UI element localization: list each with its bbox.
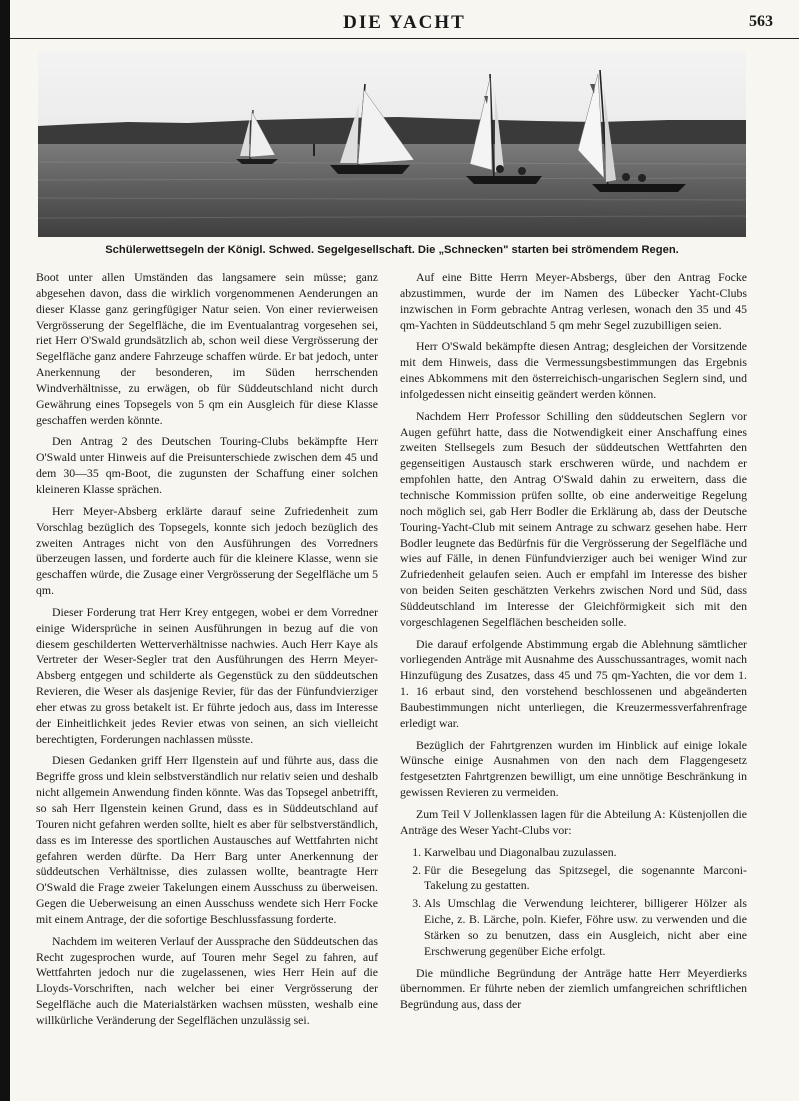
proposal-list bbox=[400, 845, 747, 960]
left-text-column bbox=[36, 270, 378, 1035]
running-title: DIE YACHT bbox=[343, 12, 466, 33]
paragraph: Herr Meyer-Absberg erklärte darauf seine Zufriedenheit zum Vorschlag bezüglich des Topsegels, konnte sich jedoch bezüglich des zweiten Antrages nicht von den Ausführungen des Vorredners überzeugen lassen, und forderte auch für die kleinere Klasse, wenn sie geschaffen würde, die Zusage einer Vergrösserung der Segelfläche um 5 qm. bbox=[36, 503, 378, 598]
list-item: 3. Als Umschlag die Verwendung leichterer, billigerer Hölzer als Eiche, z. B. Lärche, poln. Kiefer, Föhre usw. zu verwenden und die Stärken so zu benutzen, dass ein Ausgleich, nicht aber eine Erschwerung gegenüber Eiche erfolgt. bbox=[424, 896, 747, 959]
list-item: 1. Karwelbau und Diagonalbau zuzulassen. bbox=[424, 845, 747, 861]
paragraph: Nachdem Herr Professor Schilling den süddeutschen Seglern vor Augen geführt hatte, dass die Notwendigkeit einer Anschaffung eines zweiten Stellsegels zum Besuch der süddeutschen Wettfahrten den gegenseitigen Austausch stark erschweren würde, und nachdem er empfohlen hatte, den Antrag O'Swald dahin zu erweitern, dass die technische Kommission prüfen sollte, ob eine anderweitige Regelung noch möglich sei, gab Herr Bodler die Erklärung ab, dass der Deutsche Touring-Yacht-Club mit seinem Antrage zu schwarz gesehen habe. Herr Bodler leugnete das Bedürfnis für die Vergrösserung der Segelfläche und wies auf Fälle, in denen Fünfundvierziger auch bei weniger Wind zur Zufriedenheit gelaufen seien. Auch er empfahl im Interesse des bisher von beiden Seiten geschätzten Verkehrs zwischen Nord und Süd, dass Süddeutschland im Interesse der Gleichförmigkeit sich mit den vorgeschlagenen Segelflächen bescheiden solle. bbox=[400, 408, 747, 629]
journal-page bbox=[10, 0, 799, 1101]
paragraph: Bezüglich der Fahrtgrenzen wurden im Hinblick auf einige lokale Wünsche einige Ausnahmen von den nach dem Flaggengesetz festgesetzten Fahrtgrenzen bewilligt, um eine unnötige Beschränkung in gewissen Revieren zu vermeiden. bbox=[400, 737, 747, 800]
paragraph: Diesen Gedanken griff Herr Ilgenstein auf und führte aus, dass die Begriffe gross und klein selbstverständlich nur relativ seien und deshalb nicht allgemein Anwendung finden könnte. Was das Topsegel anbetrifft, so sah Herr Ilgenstein keinen Grund, dass es in Süddeutschland auf Touren nicht gefahren werden sollte, hielt es aber für selbstverständlich, dass es im Interesse des sportlichen Austausches auf Wettfahrten nicht gefahren werden dürfte. Da Herr Barg unter Anerkennung der süddeutschen Verhältnisse, dies zulassen wollte, beantragte Herr O'Swald die Frage zweier Takelungen einem Ausschuss zu überweisen. Gegen die Ueberweisung an einen Ausschuss wendete sich Herr Focke mit einem Antrage, der die sofortige Beschlussfassung forderte. bbox=[36, 753, 378, 926]
paragraph: Auf eine Bitte Herrn Meyer-Absbergs, über den Antrag Focke abzustimmen, wurde der im Namen des Lübecker Yacht-Clubs inzwischen in Form gebrachte Antrag verlesen, wonach den 35 und 45 qm-Yachten in Süddeutschland 5 qm mehr Segel zuzubilligen seien. bbox=[400, 270, 747, 332]
sailboats-on-lake-image bbox=[38, 52, 746, 237]
paragraph: Den Antrag 2 des Deutschen Touring-Clubs bekämpfte Herr O'Swald unter Hinweis auf die Preisunterschiede zwischen dem 45 und dem 30—35 qm-Boot, die zugunsten der Schaffung einer solchen kleineren Klasse sprächen. bbox=[36, 434, 378, 496]
paragraph: Herr O'Swald bekämpfte diesen Antrag; desgleichen der Vorsitzende mit dem Hinweis, dass die Vermessungsbestimmungen das Ergebnis eines Abkommens mit den österreichisch-ungarischen Seglern sind, und infolgedessen nicht einseitig geändert werden können. bbox=[400, 339, 747, 401]
paragraph: Die darauf erfolgende Abstimmung ergab die Ablehnung sämtlicher vorliegenden Anträge mit Ausnahme des Ausschussantrages, womit nach Hinzufügung des Zusatzes, dass 45 und 75 qm-Yachten, die vor dem 1. 1. 16 erbaut sind, den vorstehend beschlossenen und abgeänderten Baubestimmungen nicht unterliegen, die Kreuzermessverfahrenfrage erledigt war. bbox=[400, 636, 747, 730]
page-header bbox=[10, 8, 799, 39]
paragraph: Boot unter allen Umständen das langsamere sein müsse; ganz abgesehen davon, dass die wirklich vorgenommenen Aenderungen an dieser Klasse ganz geringfügiger Natur seien. Von einer revierweisen Vergrösserung der Segelfläche, die im Eventualantrag vorgesehen sei, riet Herr O'Swald grundsätzlich ab, schon weil diese Vergrösserung der Segelfläche ganz andere Fahrzeuge schaffen würde. Er bat jedoch, unter Anerkennung der besonderen, im Süden herrschenden Windverhältnisse, zu erwägen, ob für Süddeutschland nicht durch Gewährung eines Topsegels von 5 qm ein Ausgleich für diese Klasse geschaffen werden könnte. bbox=[36, 270, 378, 427]
paragraph: Zum Teil V Jollenklassen lagen für die Abteilung A: Küstenjollen die Anträge des Weser Yacht-Clubs vor: bbox=[400, 807, 747, 837]
list-item: 2. Für die Besegelung das Spitzsegel, die sogenannte Marconi-Takelung zu gestatten. bbox=[424, 863, 747, 895]
right-text-column bbox=[400, 270, 747, 1019]
regatta-photo bbox=[38, 52, 746, 237]
paragraph: Dieser Forderung trat Herr Krey entgegen, wobei er dem Vorredner einige Widersprüche in seinen Ausführungen in bezug auf die von diesem geschilderten Wetterverhältnisse nachwies. Auch Herr Kaye als Vertreter der Weser-Segler trat den Ausführungen des Herrn Meyer-Absberg entgegen und schilderte als Gegenstück zu den süddeutschen Revieren, die Weser als dasjenige Revier, für das der Fünfundvierziger eher etwas zu gross betakelt ist. Er führte jedoch aus, dass im Interesse der Einheitlichkeit jedes Revier etwas von seinen, an sich vielleicht berechtigten, Forderungen nachlassen müsste. bbox=[36, 604, 378, 746]
paragraph: Nachdem im weiteren Verlauf der Aussprache den Süddeutschen das Recht zugesprochen wurde, auf Touren mehr Segel zu fahren, auf Wettfahrten jedoch nur die zugelassenen, wies Herr Hein auf die Lloyds-Vorschriften, nach welcher bei einer Vergrösserung der Segelfläche auch die Materialstärken wachsen müssten, weshalb eine willkürliche Veränderung der Segelflächen unzulässig sei. bbox=[36, 933, 378, 1027]
page-number: 563 bbox=[749, 13, 773, 30]
photo-caption: Schülerwettsegeln der Königl. Schwed. Segelgesellschaft. Die „Schnecken" starten bei strömendem Regen. bbox=[105, 244, 679, 256]
paragraph: Die mündliche Begründung der Anträge hatte Herr Meyerdierks übernommen. Er führte neben der ziemlich umfangreichen schriftlichen Begründung aus, dass der bbox=[400, 965, 747, 1012]
